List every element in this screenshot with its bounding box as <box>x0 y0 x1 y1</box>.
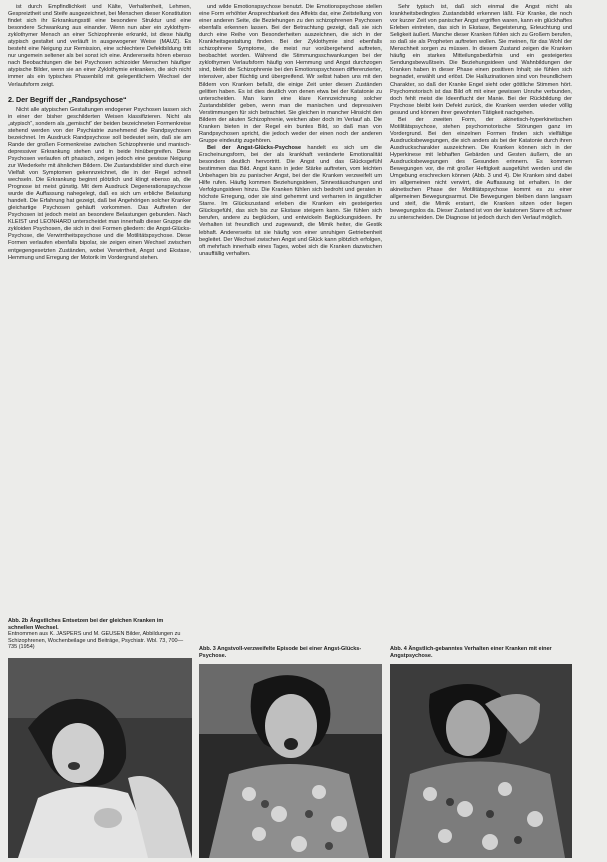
column-2-paragraph-2 <box>199 145 382 258</box>
figure-2b-photo-graphic <box>8 658 192 858</box>
text-column-2 <box>199 4 382 582</box>
figure-2b-caption-title: Abb. 2b Ängstliches Entsetzen bei der gleichen Kranken im schnellen Wechsel. <box>8 618 164 631</box>
figure-2b-caption <box>8 618 190 651</box>
column-1-paragraph-2: Nicht alle atypischen Gestaltungen endogener Psychosen lassen sich in einer der bisher geschilderten Weisen klassifizieren. Nicht als „atypisch“, sondern als „gemischt“ der beiden bezeichneten Formenkreise stehend werden von der Psychiatrie zunehmend die Randpsychosen bezeichnet. Im Ausdruck Randpsychose soll bedeutet sein, daß sie am Rande der großen Formenkreise zwischen Schizophrenie und manisch-depressiver Erkrankung stehen und in beide hinübergreifen. Diese Psychosen verlaufen oft phasisch, zeigen jedoch eine gewisse Neigung zur Wiederkehr mit ähnlichen Bildern. Die Zustandsbilder sind durch eine Vielfalt von Symptomen gekennzeichnet, die in der Regel schnell wechseln. Die Erkrankung beginnt plötzlich und klingt ebenso ab, die Prognose ist meist günstig. Mit dem Ausdruck Degenerationspsychose wurde die Auffassung nahegelegt, daß es sich um erbliche Belastung handelt. Die Erfahrung hat gezeigt, daß bei Angehörigen solcher Kranker gleichartige Psychosen gehäuft vorkommen. Das Auftreten der Psychosen ist jedoch meist an besondere Belastungen gebunden. Nach KLEIST und LEONHARD unterscheidet man innerhalb dieser Gruppe die zykloiden Psychosen, die sich in drei Formen gliedern: die Angst-Glücks-Psychose, die Verwirrtheitspsychose und die Motilitätspsychose. Diese Formen verlaufen ebenfalls bipolar, sie zeigen einen Wechsel zwischen entgegengesetzten Zuständen, wobei Verwirrtheit, Angst und Ekstase, Hemmung und Erregung der Motorik im Vordergrund stehen. <box>8 106 191 261</box>
section-heading-randpsychose: 2. Der Begriff der „Randpsychose“ <box>8 94 127 104</box>
figure-4-photo-graphic <box>390 664 572 858</box>
figure-3-photo <box>199 664 382 858</box>
figure-3-caption: Abb. 3 Angstvoll-verzweifelte Episode bei einer Angst-Glücks-Psychose. <box>199 646 362 659</box>
column-3-paragraph-2: Bei der zweiten Form, der akinetisch-hyperkinetischen Motilitätspsychose, stehen psychomotorische Störungen ganz im Vordergrund. Bei den einzelnen Formen finden sich vielfältige Ausdrucksbewegungen, die sich anders als bei der Katatonie durch ihren Ausdruckscharakter auszeichnen. Die Kranken können sich in der Hyperkinese mit lebhaften Gebärden und Gesten äußern, die an Ausdrucksbewegungen des Gesunden erinnern. Es kommen Bewegungen vor, die mit großer Heftigkeit ausgeführt werden und die Umgebung erschrecken können (Abb. 3 und 4). Die Kranken sind dabei im allgemeinen nicht verwirrt, die Auffassung ist erhalten. In der akinetischen Phase der Motilitätspsychose kommt es zu einer allgemeinen Bewegungsarmut. Die Bewegungen bleiben dann langsam und steif, die Mimik erstarrt, die Kranken sitzen oder liegen bewegungslos da. Dieser Zustand ist von der katatonen Starre oft schwer zu unterscheiden. Die Diagnose ist jedoch durch den Verlauf möglich. <box>390 116 572 222</box>
figure-2b-photo <box>8 658 192 858</box>
text-column-1 <box>8 4 191 608</box>
figure-3-photo-graphic <box>199 664 382 858</box>
text-column-3 <box>390 4 572 564</box>
figure-4-photo <box>390 664 572 858</box>
column-2-paragraph-1: und wilde Emotionspsychose benutzt. Die Emotionspsychose stellen eine Form erhöhter Ansprechbarkeit des Affekts dar, eine Zeitstellung von einer anderen Seite, die Beziehungen zu den schizophrenen Psychosen ebenfalls erkennen lassen. Bei der Betrachtung gezeigt, daß sie sich durch eine Reihe von Besonderheiten auszeichnen, die sich in der Krankheitsgestaltung finden. Bei der Zyklothymie sind ebenfalls schizophrene Symptome, die meist nur vorübergehend auftreten, beobachtet worden. Während die Stimmungsschwankungen bei der zyklothymen Verlaufsform häufig von Hemmung und Angst durchzogen sind, bleibt die Schizophrenie bei den Emotionspsychosen differenzierter, intensiver, aber flüchtig und übergreifend. Wir selbst haben uns mit den Bildern von Kranken befaßt, die einige Zeit unter diesen Zuständen gelitten haben. Es ist dies deutlich von denen etwa bei der Katatonie zu unterscheiden. Man kann eine klare Kennzeichnung solcher Zustandsbilder geben, wenn man die manischen und depressiven Verstimmungen für sich betrachtet. Sie gleichen in mancher Hinsicht den Bildern der akuten Schizophrenie, weichen aber doch im Verlauf ab. Die Kranken bieten in der Regel ein buntes Bild, so daß man von Randpsychosen spricht, die jedoch weder der einen noch der anderen Gruppe eindeutig zugehören. <box>199 4 382 144</box>
column-2-lead-phrase: Bei der Angst-Glücks-Psychose <box>207 144 302 151</box>
figure-2b-caption-source: Entnommen aus K. JASPERS und M. GEUSEN Bilder, Abbildungen zu Schizophrenen, Wochenbeilage und Beiträge, Psychiatr. Wbl. 73, 700—735 (1954) <box>8 631 184 651</box>
column-2-paragraph-2-body: handelt es sich um die Erscheinungsform, bei der als krankhaft veränderte Emotionalität besonders deutlich hervortritt. Die Angst und das Glücksgefühl bestimmen das Bild. Angst kann in jeder Stärke auftreten, vom leichten Unbehagen bis zu panischer Angst, bei der die Kranken verzweifelt um Hilfe rufen. Häufig kommen Beziehungsideen, Sinnestäuschungen und Verfolgungsideen hinzu. Die Kranken fühlen sich bedroht und geraten in höchste Erregung, oder sie sind gehemmt und verharren in ängstlicher Starre. Im Glückszustand erleben die Kranken ein gesteigertes Glücksgefühl, das sich bis zur Ekstase steigern kann. Sie fühlen sich berufen, andere zu beglücken, und entwickeln Beglückungsideen. Ihr Verhalten ist freundlich und zugewandt, die Mimik heiter, die Gestik lebhaft. Andererseits ist sie häufig von einer unruhigen Getriebenheit begleitet. Der Wechsel zwischen Angst und Glück kann plötzlich erfolgen, oft mehrfach innerhalb eines Tages, wobei sich die Kranken dazwischen unauffällig verhalten. <box>199 144 382 257</box>
column-3-paragraph-1: Sehr typisch ist, daß sich einmal die Angst nicht als krankheitsbedingtes Zustandsbild erkennen läßt. Für Kranke, die noch vor kurzer Zeit von panischer Angst ergriffen waren, kann ein glückhaftes Erleben eintreten, das sich in Ekstase, Begeisterung, Erleuchtung und Seligkeit äußert. Manche dieser Kranken fühlen sich zu Großem berufen, so daß sie als Propheten auftreten wollen. Sie meinen, für das Wohl der Menschheit sorgen zu müssen. In diesem Zustand zeigen die Kranken häufig ein starkes Mitteilungsbedürfnis und ein gesteigertes Sendungsbewußtsein. Die Beziehungsideen und Wahnbildungen der Kranken haben in dieser Phase einen positiven Inhalt; sie fühlen sich begnadet, erwählt und erlöst. Die Halluzinationen sind von freundlichem Charakter, so daß der Kranke Engel sieht oder göttliche Stimmen hört. Psychomotorisch ist das Bild oft mit einer gewissen Unruhe verbunden, doch fehlt meist die Ideenflucht der Manie. Bei der Rückbildung der Psychose bleibt kein Defekt zurück, die Kranken werden wieder völlig gesund und können ihrer gewohnten Tätigkeit nachgehen. <box>390 4 572 116</box>
column-1-paragraph-1: ist durch Empfindlichkeit und Kälte, Verhaltenheit, Lehmen, Gespreiztheit und Steife ausgezeichnet, bei Menschen dieser Konstitution findet sich ihr Erkrankungsstil eine besondere Struktur und eine besondere Schwankung aus einander. Wenn nun aber ein zyklothym-zyklothymer Mensch an einer Schizophrenie erkrankt, ist diese häufig atypisch gestaltet und verläuft in ausgewogener Weise (MAUZ). Es besteht eine Neigung zur Remission, eine schlechtere Defektbildung tritt nur ungemein seltener als bei sonst ich eine. Andererseits hören ebenso nach Beobachtungen die bei Psychosen schizoider Menschen häufiger atypische Bilder, wenn sie an einer Zyklothymie erkranken, die sich nicht immer als ein typisches Phasenbild mit gelegentlichem Wechsel der Verlaufsform zeigt. <box>8 4 191 88</box>
figure-4-caption: Abb. 4 Ängstlich-gebanntes Verhalten einer Kranken mit einer Angstpsychose. <box>390 646 552 659</box>
